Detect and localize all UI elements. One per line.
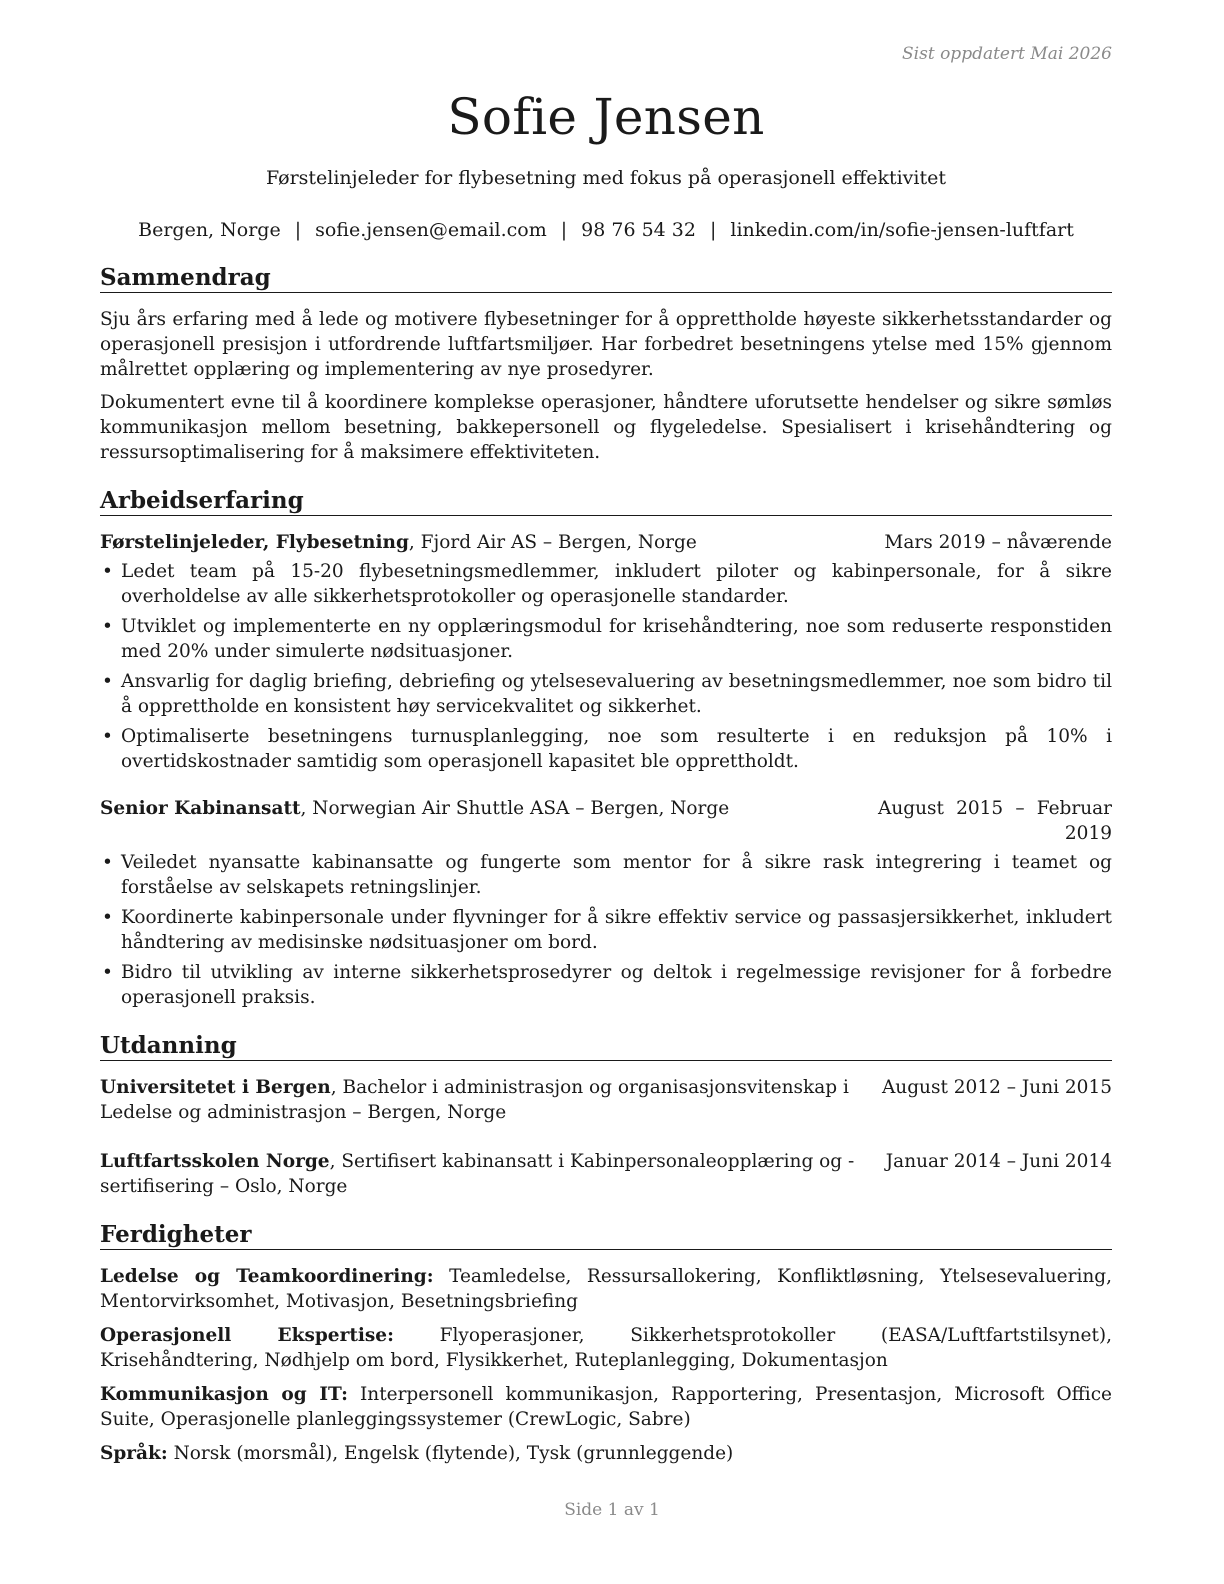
skill-label: Ledelse og Teamkoordinering: xyxy=(100,1266,434,1287)
skill-value: Interpersonell kommunikasjon, Rapportering, Presentasjon, Microsoft Office Suite, Operasjonelle planleggingssystemer (CrewLogic, Sabre) xyxy=(100,1384,1113,1430)
school-name: Universitetet i Bergen xyxy=(100,1077,331,1098)
skill-line xyxy=(100,1264,1112,1314)
separator: | xyxy=(560,219,568,241)
education-entry xyxy=(100,1149,1112,1199)
job-bullet: • Ledet team på 15-20 flybesetningsmedlemmer, inkludert piloter og kabinpersonale, for å sikre overholdelse av alle sikkerhetsprotokoller og operasjonelle standarder. xyxy=(100,559,1112,609)
candidate-name: Sofie Jensen xyxy=(447,88,765,146)
skill-label: Språk: xyxy=(100,1443,168,1464)
summary-paragraph: Dokumentert evne til å koordinere komplekse operasjoner, håndtere uforutsette hendelser og sikre sømløs kommunikasjon mellom besetning, bakkepersonell og flygeledelse. Spesialisert i krisehåndtering og ressursoptimalisering for å maksimere effektiviteten. xyxy=(100,392,1112,463)
job-bullet: • Optimaliserte besetningens turnusplanlegging, noe som resulterte i en reduksjon på 10% i overtidskostnader samtidig som operasjonell kapasitet ble opprettholdt. xyxy=(100,724,1112,774)
education-section xyxy=(100,1032,1112,1199)
job-bullet: • Koordinerte kabinpersonale under flyvninger for å sikre effektiv service og passasjersikkerhet, inkludert håndtering av medisinske nødsituasjoner om bord. xyxy=(100,905,1112,955)
education-detail: , Bachelor i administrasjon og organisasjonsvitenskap i Ledelse og administrasjon – Bergen, Norge xyxy=(100,1077,849,1123)
section-title-education: Utdanning xyxy=(100,1032,1112,1061)
education-description xyxy=(100,1149,886,1199)
job-bullet: • Veiledet nyansatte kabinansatte og fungerte som mentor for å sikre rask integrering i teamet og forståelse av selskapets retningslinjer. xyxy=(100,850,1112,900)
skills-section xyxy=(100,1221,1112,1466)
education-entry xyxy=(100,1075,1112,1125)
job-bullets xyxy=(100,559,1112,774)
location: Bergen, Norge xyxy=(138,219,281,241)
job-dates: August 2015 – Februar 2019 xyxy=(878,798,1112,844)
education-detail: , Sertifisert kabinansatt i Kabinpersonaleopplæring og -sertifisering – Oslo, Norge xyxy=(100,1151,855,1197)
section-title-summary: Sammendrag xyxy=(100,264,1112,293)
education-dates: August 2012 – Juni 2015 xyxy=(881,1077,1112,1098)
page-number: Side 1 av 1 xyxy=(564,1500,660,1520)
education-description xyxy=(100,1075,882,1125)
job-org: , Norwegian Air Shuttle ASA – Bergen, Norge xyxy=(300,798,730,819)
skill-line xyxy=(100,1441,1112,1466)
skill-value: Norsk (morsmål), Engelsk (flytende), Tysk (grunnleggende) xyxy=(167,1443,734,1464)
summary-paragraph: Sju års erfaring med å lede og motivere flybesetninger for å opprettholde høyeste sikkerhetsstandarder og operasjonell presisjon i utfordrende luftfartsmiljøer. Har forbedret besetningens ytelse med 15% gjennom målrettet opplæring og implementering av nye prosedyrer. xyxy=(100,309,1112,380)
job-bullet: • Utviklet og implementerte en ny opplæringsmodul for krisehåndtering, noe som reduserte responstiden med 20% under simulerte nødsituasjoner. xyxy=(100,614,1112,664)
skill-value: Flyoperasjoner, Sikkerhetsprotokoller (EASA/Luftfartstilsynet), Krisehåndtering, Nødhjelp om bord, Flysikkerhet, Ruteplanlegging, Dokumentasjon xyxy=(100,1325,1112,1371)
last-updated: Sist oppdatert Mai 2026 xyxy=(902,44,1112,64)
job-bullet: • Bidro til utvikling av interne sikkerhetsprosedyrer og deltok i regelmessige revisjoner for å forbedre operasjonell praksis. xyxy=(100,960,1112,1010)
job-bullets xyxy=(100,850,1112,1010)
skill-line xyxy=(100,1382,1112,1432)
job-role: Førstelinjeleder, Flybesetning xyxy=(100,532,409,553)
resume-content xyxy=(100,88,1112,1466)
skill-value: Teamledelse, Ressursallokering, Konfliktløsning, Ytelsesevaluering, Mentorvirksomhet, Motivasjon, Besetningsbriefing xyxy=(100,1266,1112,1312)
email-link[interactable]: sofie.jensen@email.com xyxy=(315,219,547,241)
job-entry xyxy=(100,796,1112,1010)
job-role: Senior Kabinansatt xyxy=(100,798,301,819)
tagline: Førstelinjeleder for flybesetning med fokus på operasjonell effektivitet xyxy=(265,167,946,189)
school-name: Luftfartsskolen Norge xyxy=(100,1151,330,1172)
section-title-experience: Arbeidserfaring xyxy=(100,487,1112,516)
job-header xyxy=(100,530,1112,555)
section-title-skills: Ferdigheter xyxy=(100,1221,1112,1250)
linkedin-link[interactable]: linkedin.com/in/sofie-jensen-luftfart xyxy=(730,219,1074,241)
job-bullet: • Ansvarlig for daglig briefing, debriefing og ytelsesevaluering av besetningsmedlemmer, noe som bidro til å opprettholde en konsistent høy servicekvalitet og sikkerhet. xyxy=(100,669,1112,719)
skill-line xyxy=(100,1323,1112,1373)
education-dates: Januar 2014 – Juni 2014 xyxy=(885,1151,1112,1172)
skill-label: Operasjonell Ekspertise: xyxy=(100,1325,394,1346)
job-header xyxy=(100,796,1112,846)
phone: 98 76 54 32 xyxy=(581,219,696,241)
job-entry xyxy=(100,530,1112,774)
job-dates: Mars 2019 – nåværende xyxy=(884,532,1112,553)
separator: | xyxy=(709,219,717,241)
job-title-line xyxy=(100,796,878,846)
job-title-line xyxy=(100,530,884,555)
experience-section xyxy=(100,487,1112,1010)
job-org: , Fjord Air AS – Bergen, Norge xyxy=(408,532,697,553)
separator: | xyxy=(294,219,302,241)
contact-line xyxy=(100,218,1112,242)
skill-label: Kommunikasjon og IT: xyxy=(100,1384,348,1405)
summary-section xyxy=(100,264,1112,465)
